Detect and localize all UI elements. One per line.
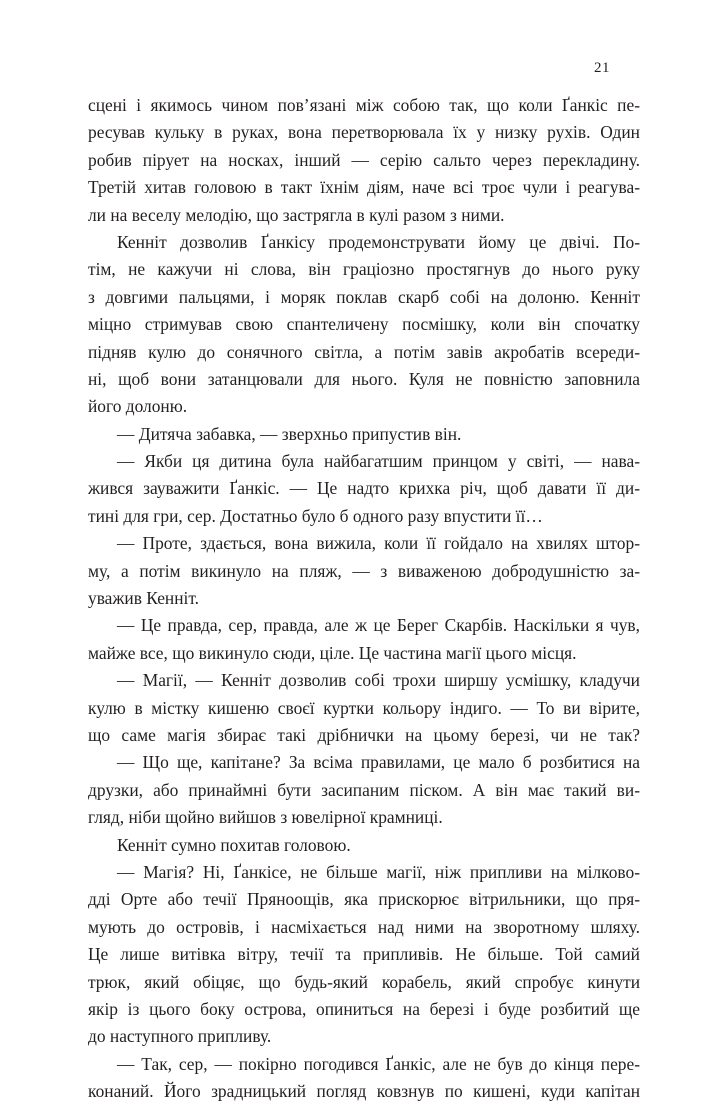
text-line: му, а потім викинуло на пляж, — з виваженою добродушністю за-: [88, 560, 640, 581]
text-line: — Магії, — Кенніт дозволив собі трохи ширшу усмішку, кладучи: [117, 670, 640, 691]
text-line: тім, не кажучи ні слова, він граціозно простягнув до нього руку: [88, 259, 640, 280]
text-line: — Дитяча забавка, — зверхньо припустив він.: [117, 423, 462, 444]
text-line: робив пірует на носках, інший — серію сальто через перекладину.: [88, 149, 640, 170]
text-line: уважив Кенніт.: [88, 588, 200, 609]
text-line: міцно стримував свою спантеличену посмішку, коли він спочатку: [88, 314, 640, 335]
text-line: конаний. Його зрадницький погляд ковзнув по кишені, куди капітан: [88, 1081, 640, 1102]
text-line: жився зауважити Ґанкіс. — Це надто крихка річ, щоб давати її ди-: [88, 478, 640, 499]
text-line: підняв кулю до сонячного світла, а потім завів акробатів всереди-: [88, 341, 640, 362]
text-line: — Що ще, капітане? За всіма правилами, це мало б розбитися на: [117, 752, 640, 773]
text-line: ли на веселу мелодію, що застрягла в кулі разом з ними.: [88, 204, 505, 225]
text-line: тині для гри, сер. Достатньо було б одного разу впустити її…: [88, 505, 543, 526]
text-line: — Так, сер, — покірно погодився Ґанкіс, але не був до кінця пере-: [117, 1053, 640, 1074]
text-line: до наступного припливу.: [88, 1026, 272, 1047]
page-number: 21: [594, 60, 610, 76]
text-line: сцені і якимось чином пов’язані між собою так, що коли Ґанкіс пе-: [88, 95, 640, 115]
text-line: трюк, який обіцяє, що будь-який корабель, який спробує кинути: [88, 971, 640, 992]
text-line: його долоню.: [88, 396, 188, 417]
text-line: Третій хитав головою в такт їхнім діям, наче всі троє чули і реагува-: [88, 177, 640, 198]
text-line: кулю в містку кишеню своєї куртки кольору індиго. — То ви вірите,: [88, 697, 640, 718]
text-line: що саме магія збирає такі дрібнички на цьому березі, чи не так?: [88, 724, 640, 745]
text-line: мують до островів, і насміхається над ними на зворотному шляху.: [88, 916, 640, 937]
text-line: гляд, ніби щойно вийшов з ювелірної крамниці.: [88, 807, 443, 828]
text-line: Кенніт сумно похитав головою.: [117, 834, 351, 855]
body-text: [88, 92, 640, 1105]
text-line: — Це правда, сер, правда, але ж це Берег Скарбів. Наскільки я чув,: [117, 615, 640, 636]
text-line: друзки, або принаймні бути засипаним піском. А він має такий ви-: [88, 779, 640, 800]
text-line: — Якби ця дитина була найбагатшим принцом у світі, — нава-: [117, 451, 640, 472]
text-line: — Проте, здається, вона вижила, коли її гойдало на хвилях штор-: [117, 533, 640, 554]
text-line: дді Орте або течії Пряноощів, яка прискорює вітрильники, що пря-: [88, 889, 640, 910]
text-line: Це лише витівка вітру, течії та припливів. Не більше. Той самий: [88, 944, 640, 965]
text-line: — Магія? Ні, Ґанкісе, не більше магії, ніж припливи на мілково-: [117, 861, 640, 882]
text-line: з довгими пальцями, і моряк поклав скарб собі на долоню. Кенніт: [88, 286, 640, 307]
text-line: Кенніт дозволив Ґанкісу продемонструвати йому це двічі. По-: [117, 231, 640, 252]
text-line: ні, щоб вони затанцювали для нього. Куля не повністю заповнила: [88, 368, 640, 389]
text-line: якір із цього боку острова, опиниться на березі і буде розбитий ще: [88, 998, 640, 1019]
text-line: ресував кульку в руках, вона перетворювала їх у низку рухів. Один: [88, 122, 640, 143]
text-line: майже все, що викинуло сюди, ціле. Це частина магії цього місця.: [88, 642, 577, 663]
